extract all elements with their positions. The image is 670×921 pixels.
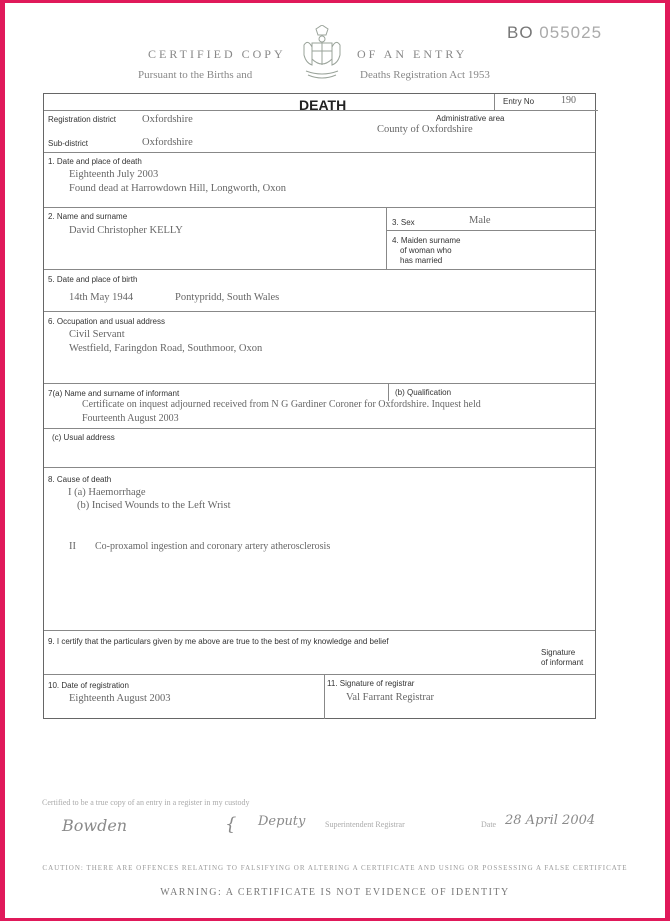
maiden-surname-label-2: of woman who: [400, 246, 452, 255]
maiden-surname-label: 4. Maiden surname: [392, 236, 461, 245]
cause-secondary-number: II: [69, 541, 76, 552]
date-of-registration-label: 10. Date of registration: [48, 681, 129, 690]
date-of-registration-value: Eighteenth August 2003: [69, 693, 171, 704]
sex-value: Male: [469, 215, 491, 226]
entry-number-label: Entry No: [503, 97, 535, 106]
cause-primary-b: (b) Incised Wounds to the Left Wrist: [77, 500, 231, 511]
place-of-death-value: Found dead at Harrowdown Hill, Longworth, Oxon: [69, 183, 286, 194]
registrar-role-text: Superintendent Registrar: [325, 820, 405, 829]
informant-address-label: (c) Usual address: [52, 433, 115, 442]
date-place-birth-label: 5. Date and place of birth: [48, 275, 138, 284]
death-entry-form: [43, 93, 596, 719]
occupation-value: Civil Servant: [69, 329, 125, 340]
qualification-label: (b) Qualification: [395, 388, 452, 397]
registration-district-label: Registration district: [48, 115, 117, 124]
date-label: Date: [481, 820, 497, 829]
royal-crest-icon: [302, 25, 342, 83]
signature-bracket: {: [225, 814, 237, 835]
entry-number-value: 190: [561, 95, 576, 106]
signature-informant-label-2: of informant: [541, 658, 584, 667]
pursuant-left: Pursuant to the Births and: [138, 69, 253, 81]
signature-informant-label: Signature: [541, 648, 576, 657]
usual-address-value: Westfield, Faringdon Road, Southmoor, Oxon: [69, 343, 263, 354]
caution-text: CAUTION: THERE ARE OFFENCES RELATING TO FALSIFYING OR ALTERING A CERTIFICATE AND USING OR POSSESSING A FALSE CERTIFICATE: [42, 864, 628, 872]
certification-statement: 9. I certify that the particulars given by me above are true to the best of my knowledge and belief: [48, 637, 389, 646]
form-title: DEATH: [299, 97, 347, 113]
date-of-death-value: Eighteenth July 2003: [69, 169, 159, 180]
name-surname-label: 2. Name and surname: [48, 212, 128, 221]
registration-district-value: Oxfordshire: [142, 114, 193, 125]
registrar-signature-value: Val Farrant Registrar: [346, 692, 435, 703]
certificate-page: [5, 3, 665, 918]
sub-district-label: Sub-district: [48, 139, 89, 148]
informant-label: 7(a) Name and surname of informant: [48, 389, 180, 398]
certified-copy-left: CERTIFIED COPY: [148, 47, 286, 61]
date-of-birth-value: 14th May 1944: [69, 292, 134, 303]
cause-primary-a: I (a) Haemorrhage: [68, 487, 146, 498]
name-surname-value: David Christopher KELLY: [69, 225, 183, 236]
certified-copy-right: OF AN ENTRY: [357, 47, 468, 61]
occupation-address-label: 6. Occupation and usual address: [48, 317, 165, 326]
deputy-signature: Deputy: [258, 814, 306, 829]
signatory-signature: Bowden: [62, 816, 128, 835]
place-of-birth-value: Pontypridd, South Wales: [175, 292, 280, 303]
administrative-area-value: County of Oxfordshire: [377, 124, 473, 135]
informant-date-value: Fourteenth August 2003: [82, 413, 179, 424]
serial-number: [507, 23, 602, 43]
registrar-signature-label: 11. Signature of registrar: [327, 679, 415, 688]
cause-of-death-label: 8. Cause of death: [48, 475, 112, 484]
serial-digits: 055025: [539, 23, 603, 42]
sex-label: 3. Sex: [392, 218, 415, 227]
warning-text: WARNING: A CERTIFICATE IS NOT EVIDENCE OF IDENTITY: [160, 887, 510, 898]
serial-prefix: BO: [507, 23, 534, 42]
administrative-area-label: Administrative area: [436, 114, 505, 123]
informant-value: Certificate on inquest adjourned received from N G Gardiner Coroner for Oxfordshire. Inquest held: [82, 399, 481, 410]
date-place-death-label: 1. Date and place of death: [48, 157, 142, 166]
issue-date-handwritten: 28 April 2004: [505, 813, 596, 828]
certified-true-copy-line: Certified to be a true copy of an entry in a register in my custody: [42, 798, 250, 807]
cause-secondary: Co-proxamol ingestion and coronary artery atherosclerosis: [95, 541, 331, 552]
pursuant-right: Deaths Registration Act 1953: [360, 69, 490, 81]
sub-district-value: Oxfordshire: [142, 137, 193, 148]
maiden-surname-label-3: has married: [400, 256, 443, 265]
entry-number-box: [494, 94, 598, 111]
